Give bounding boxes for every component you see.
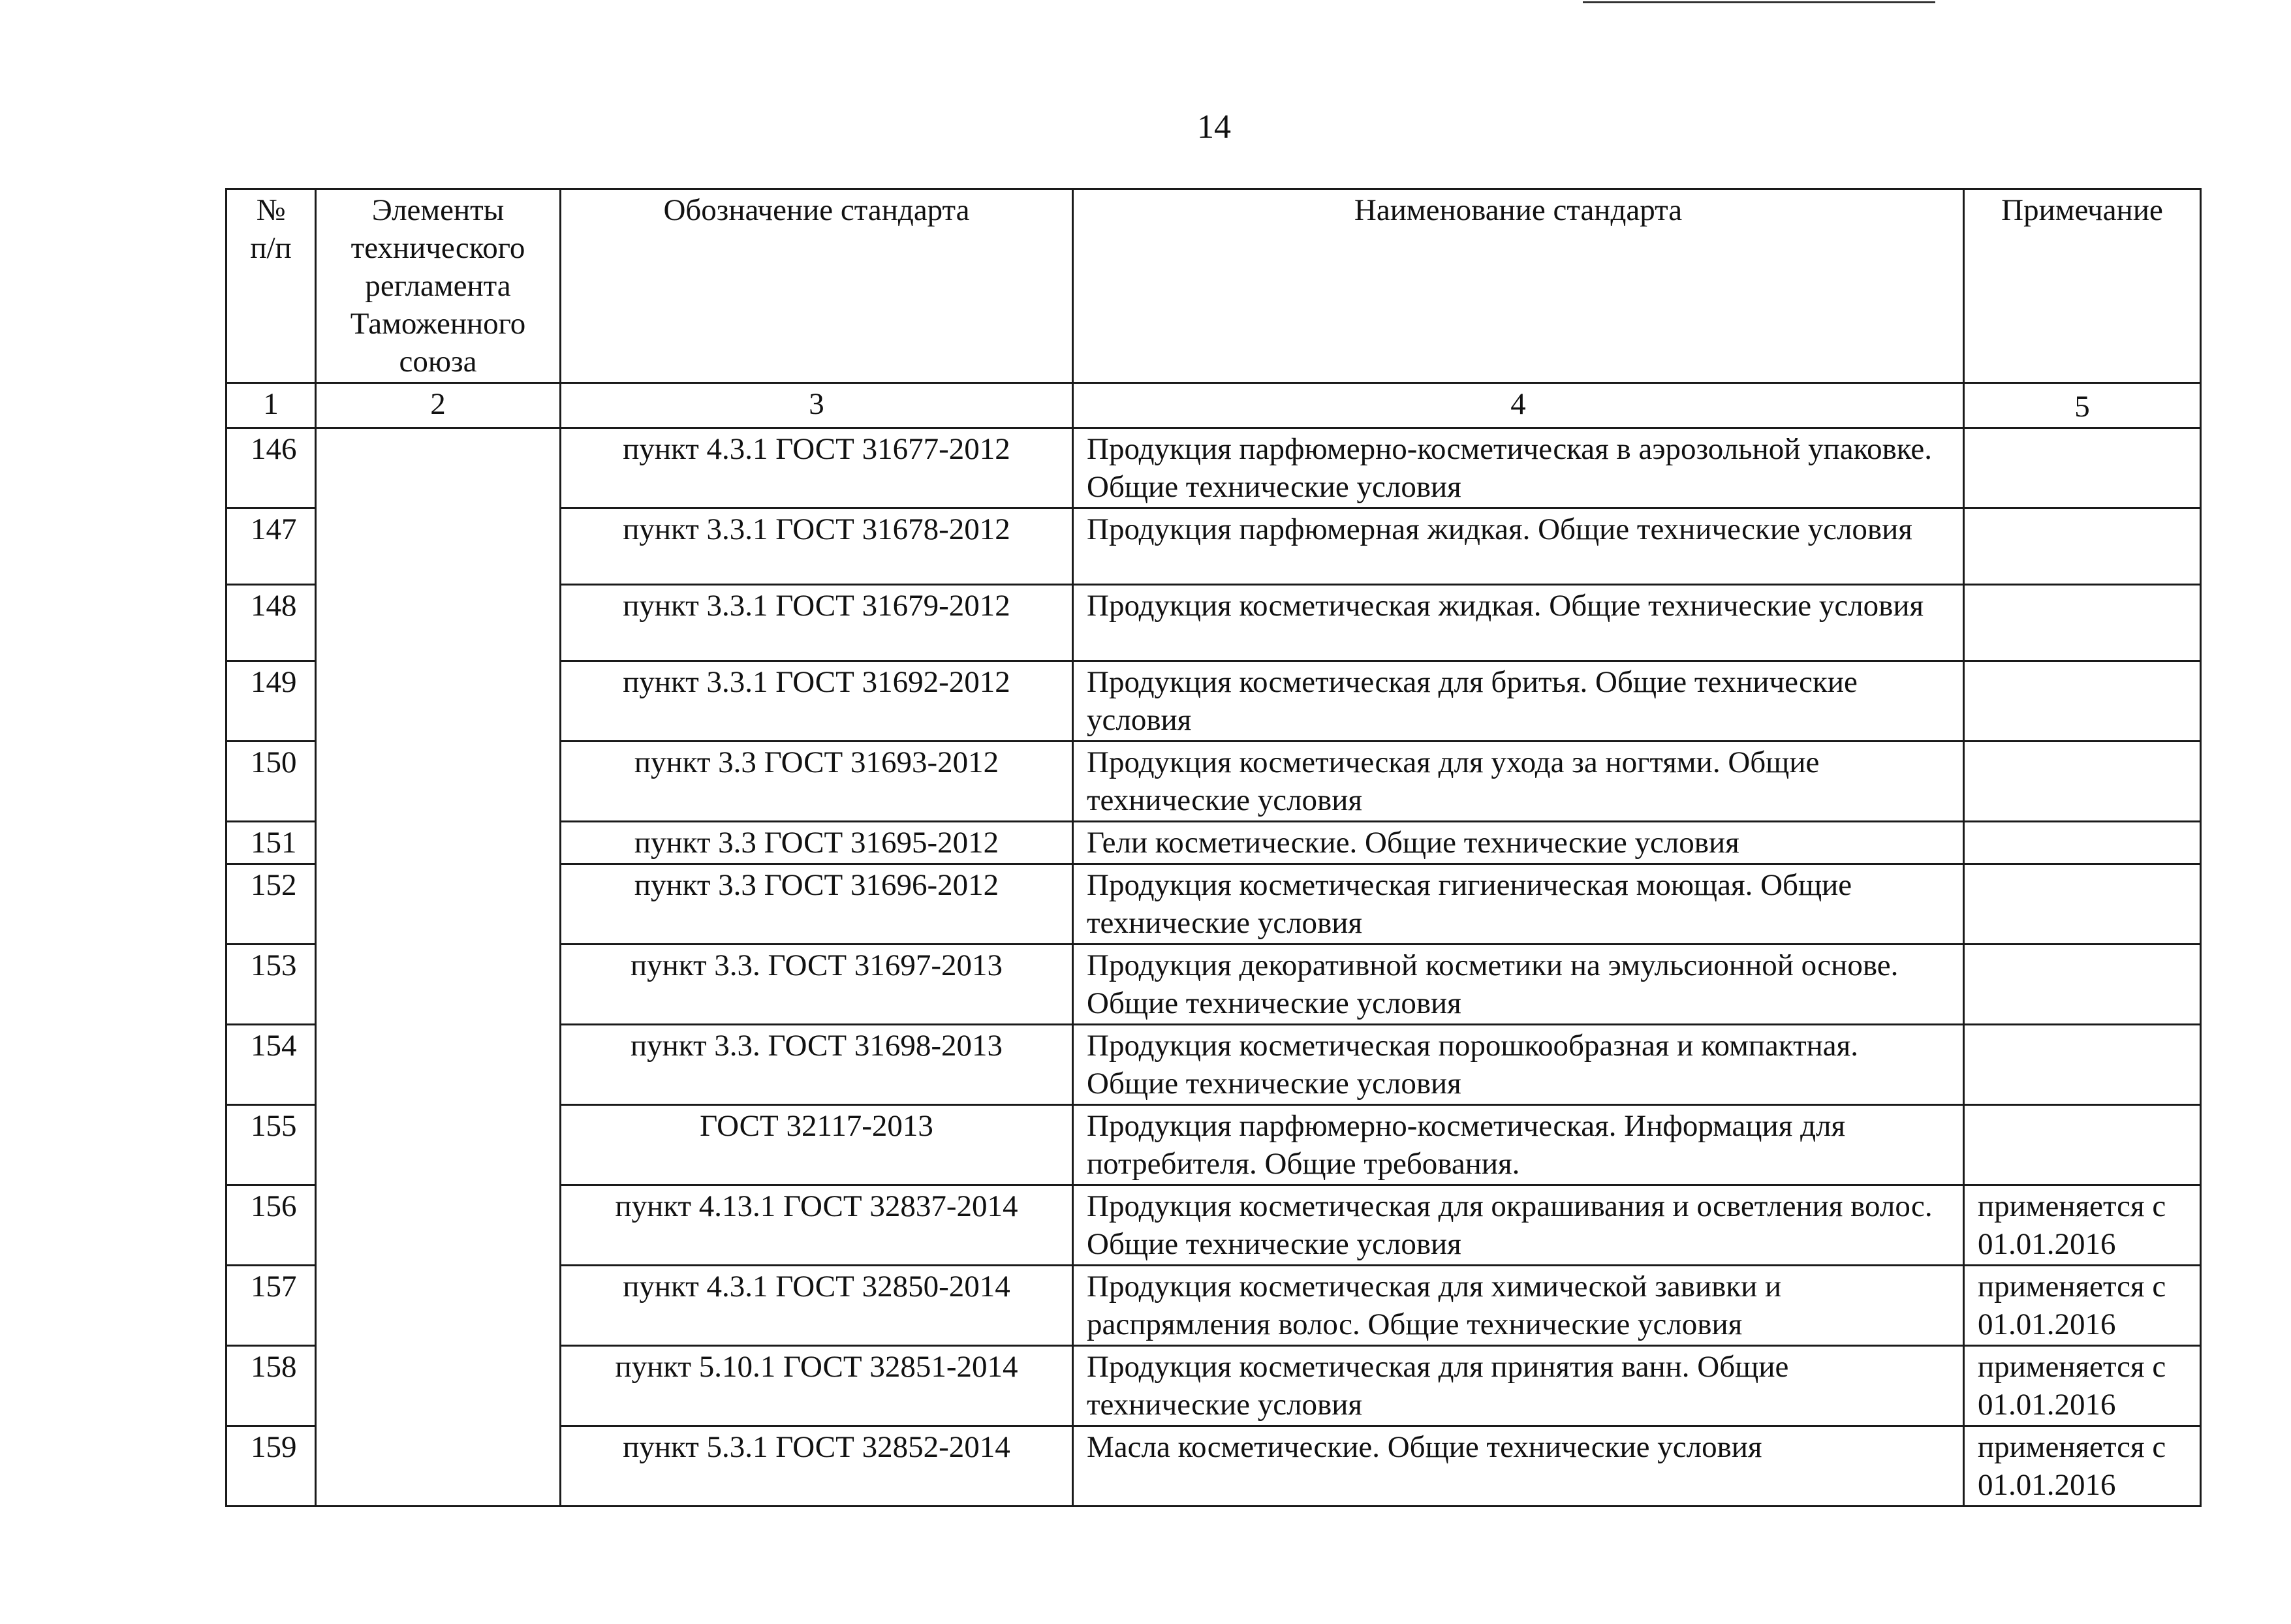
top-rule: [1583, 1, 1935, 3]
page-number: 14: [1197, 108, 1231, 146]
standard-designation: пункт 3.3.1 ГОСТ 31692-2012: [561, 661, 1073, 742]
standard-name: Продукция косметическая для принятия ванн. Общие технические условия: [1073, 1346, 1964, 1426]
standard-note: [1964, 585, 2201, 661]
standard-name: Продукция косметическая для бритья. Общие технические условия: [1073, 661, 1964, 742]
standard-designation: пункт 3.3 ГОСТ 31696-2012: [561, 864, 1073, 945]
standard-name: Продукция косметическая порошкообразная и компактная. Общие технические условия: [1073, 1025, 1964, 1105]
standard-designation: пункт 5.3.1 ГОСТ 32852-2014: [561, 1426, 1073, 1507]
standard-designation: пункт 3.3 ГОСТ 31695-2012: [561, 822, 1073, 864]
standard-designation: пункт 4.3.1 ГОСТ 31677-2012: [561, 428, 1073, 508]
row-number: 155: [226, 1105, 316, 1185]
row-number: 153: [226, 945, 316, 1025]
standard-name: Продукция парфюмерно-косметическая в аэрозольной упаковке. Общие технические условия: [1073, 428, 1964, 508]
header-num: № п/п: [226, 189, 316, 383]
standard-name: Продукция косметическая для окрашивания и осветления волос. Общие технические условия: [1073, 1185, 1964, 1266]
standard-note: [1964, 1105, 2201, 1185]
standard-note: [1964, 864, 2201, 945]
header-note: Примечание: [1964, 189, 2201, 383]
standard-designation: пункт 3.3.1 ГОСТ 31679-2012: [561, 585, 1073, 661]
column-number: 5: [1964, 383, 2201, 428]
column-number: 4: [1073, 383, 1964, 428]
standard-name: Продукция косметическая для химической завивки и распрямления волос. Общие технические условия: [1073, 1266, 1964, 1346]
standard-name: Продукция парфюмерно-косметическая. Информация для потребителя. Общие требования.: [1073, 1105, 1964, 1185]
standard-note: применяется с 01.01.2016: [1964, 1426, 2201, 1507]
standard-note: [1964, 661, 2201, 742]
row-number: 157: [226, 1266, 316, 1346]
row-number: 151: [226, 822, 316, 864]
standard-name: Продукция косметическая гигиеническая моющая. Общие технические условия: [1073, 864, 1964, 945]
column-number-row: [226, 383, 2201, 428]
standard-name: Продукция декоративной косметики на эмульсионной основе. Общие технические условия: [1073, 945, 1964, 1025]
standard-note: применяется с 01.01.2016: [1964, 1185, 2201, 1266]
standard-designation: пункт 5.10.1 ГОСТ 32851-2014: [561, 1346, 1073, 1426]
row-number: 148: [226, 585, 316, 661]
header-name: Наименование стандарта: [1073, 189, 1964, 383]
column-number: 1: [226, 383, 316, 428]
standard-designation: пункт 3.3. ГОСТ 31697-2013: [561, 945, 1073, 1025]
row-number: 158: [226, 1346, 316, 1426]
standard-note: [1964, 1025, 2201, 1105]
column-number: 3: [561, 383, 1073, 428]
regulation-elements-cell: [316, 428, 561, 1507]
standard-name: Продукция косметическая жидкая. Общие технические условия: [1073, 585, 1964, 661]
standard-note: [1964, 428, 2201, 508]
row-number: 159: [226, 1426, 316, 1507]
row-number: 149: [226, 661, 316, 742]
header-elements: Элементы технического регламента Таможенного союза: [316, 189, 561, 383]
standard-note: [1964, 822, 2201, 864]
standards-table: [225, 188, 2202, 1507]
standard-designation: пункт 4.13.1 ГОСТ 32837-2014: [561, 1185, 1073, 1266]
row-number: 154: [226, 1025, 316, 1105]
row-number: 146: [226, 428, 316, 508]
standard-note: применяется с 01.01.2016: [1964, 1346, 2201, 1426]
column-number: 2: [316, 383, 561, 428]
standard-note: [1964, 508, 2201, 585]
table-row: [226, 428, 2201, 508]
header-row: [226, 189, 2201, 383]
standard-note: [1964, 945, 2201, 1025]
standard-designation: пункт 3.3 ГОСТ 31693-2012: [561, 742, 1073, 822]
standard-name: Гели косметические. Общие технические условия: [1073, 822, 1964, 864]
row-number: 147: [226, 508, 316, 585]
row-number: 156: [226, 1185, 316, 1266]
standard-name: Масла косметические. Общие технические условия: [1073, 1426, 1964, 1507]
row-number: 150: [226, 742, 316, 822]
standard-designation: пункт 4.3.1 ГОСТ 32850-2014: [561, 1266, 1073, 1346]
standard-note: [1964, 742, 2201, 822]
standard-name: Продукция косметическая для ухода за ногтями. Общие технические условия: [1073, 742, 1964, 822]
standard-note: применяется с 01.01.2016: [1964, 1266, 2201, 1346]
standard-designation: пункт 3.3.1 ГОСТ 31678-2012: [561, 508, 1073, 585]
standard-designation: пункт 3.3. ГОСТ 31698-2013: [561, 1025, 1073, 1105]
standard-name: Продукция парфюмерная жидкая. Общие технические условия: [1073, 508, 1964, 585]
standard-designation: ГОСТ 32117-2013: [561, 1105, 1073, 1185]
header-designation: Обозначение стандарта: [561, 189, 1073, 383]
row-number: 152: [226, 864, 316, 945]
